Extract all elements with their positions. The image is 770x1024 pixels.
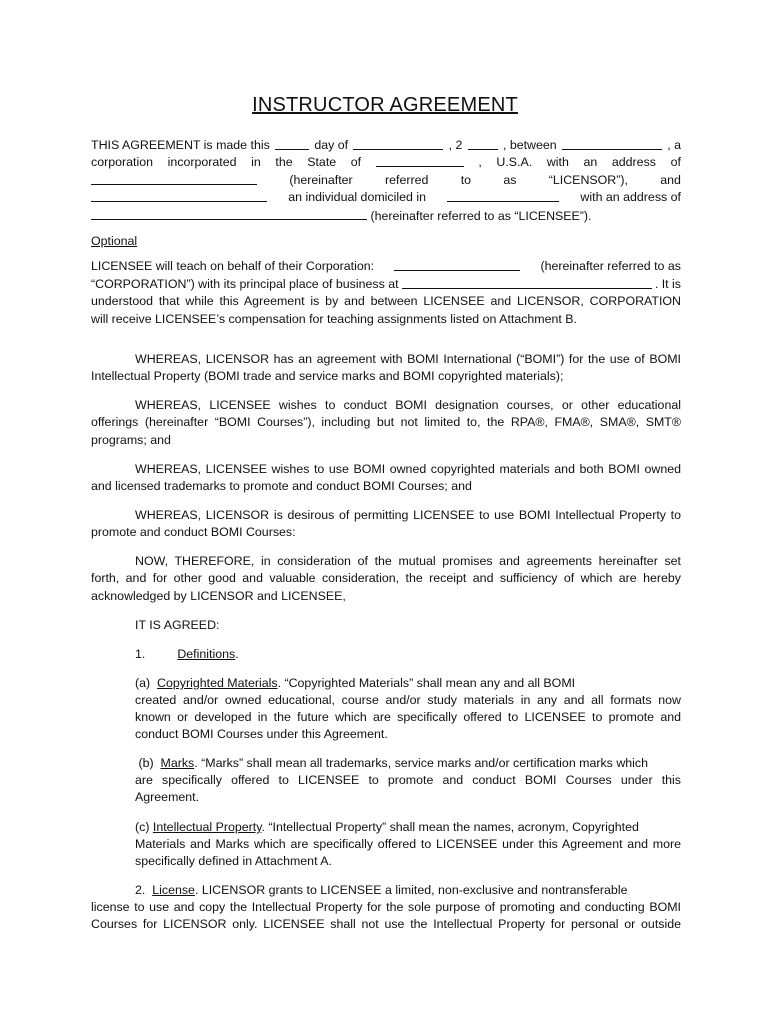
- whereas-1-line-2: Intellectual Property (BOMI trade and service marks and BOMI copyrighted materials);: [91, 369, 564, 383]
- optional-line-1: LICENSEE will teach on behalf of their Corporation: (hereinafter referred to as: [91, 259, 681, 273]
- licensee-name-blank[interactable]: [91, 189, 267, 202]
- now-therefore-line-2: forth, and for other good and valuable consideration, the receipt and sufficiency of which are hereby: [91, 571, 681, 585]
- definition-b-line-3: Agreement.: [135, 790, 200, 804]
- whereas-3-line-2: and licensed trademarks to promote and conduct BOMI Courses; and: [91, 479, 472, 493]
- definition-a-line-4: conduct BOMI Courses under this Agreement.: [135, 727, 388, 741]
- whereas-1-line-1: WHEREAS, LICENSOR has an agreement with BOMI International (“BOMI”) for the use of BOMI: [135, 352, 681, 366]
- definition-a-line-3: known or developed in the future which are specifically offered to LICENSEE to promote and: [135, 710, 681, 724]
- corporation-blank[interactable]: [394, 258, 520, 271]
- licensee-domicile-blank[interactable]: [447, 189, 559, 202]
- whereas-4-line-2: promote and conduct BOMI Courses:: [91, 525, 296, 539]
- definition-c-line-3: specifically defined in Attachment A.: [135, 854, 332, 868]
- definition-a-line-1: (a) Copyrighted Materials. “Copyrighted Materials” shall mean any and all BOMI: [135, 676, 576, 690]
- definition-c-line-1: (c) Intellectual Property. “Intellectual Property” shall mean the names, acronym, Copyrighted: [135, 820, 639, 834]
- now-therefore-line-1: NOW, THEREFORE, in consideration of the mutual promises and agreements hereinafter set: [135, 554, 681, 568]
- optional-heading: Optional: [91, 234, 138, 248]
- section-2-line-2: license to use and copy the Intellectual Property for the sole purpose of promoting and conducting BOMI: [91, 900, 681, 914]
- section-2-line-1: 2. License. LICENSOR grants to LICENSEE a limited, non-exclusive and nontransferable: [135, 883, 628, 897]
- whereas-3-line-1: WHEREAS, LICENSEE wishes to use BOMI owned copyrighted materials and both BOMI owned: [135, 462, 681, 476]
- licensor-name-blank[interactable]: [562, 137, 662, 150]
- licensee-address-blank[interactable]: [91, 207, 367, 220]
- it-is-agreed: IT IS AGREED:: [135, 618, 220, 632]
- intro-line-1: THIS AGREEMENT is made this day of , 2 , between , a: [91, 138, 681, 152]
- section-1-heading: 1. Definitions.: [135, 647, 239, 661]
- definition-b-line-1: (b) Marks. “Marks” shall mean all trademarks, service marks and/or certification marks which: [138, 756, 648, 770]
- state-blank[interactable]: [376, 154, 464, 167]
- definition-c-line-2: Materials and Marks which are specifically offered to LICENSEE under this Agreement and more: [135, 837, 681, 851]
- optional-line-4: will receive LICENSEE’s compensation for teaching assignments listed on Attachment B.: [91, 312, 577, 326]
- year-blank[interactable]: [468, 137, 498, 150]
- document-title: INSTRUCTOR AGREEMENT: [252, 94, 518, 116]
- optional-line-3: understood that while this Agreement is by and between LICENSEE and LICENSOR, CORPORATION: [91, 294, 681, 308]
- licensor-address-blank[interactable]: [91, 172, 257, 185]
- whereas-2-line-3: programs; and: [91, 433, 171, 447]
- optional-line-2: “CORPORATION”) with its principal place of business at . It is: [91, 277, 681, 291]
- whereas-2-line-2: offerings (hereinafter “BOMI Courses”), including but not limited to, the RPA®, FMA®, SMA®, SMT®: [91, 415, 681, 429]
- corporation-address-blank[interactable]: [402, 276, 652, 289]
- section-2-line-3: Courses for LICENSOR only. LICENSEE shall not use the Intellectual Property for personal or outside: [91, 917, 681, 931]
- definition-b-line-2: are specifically offered to LICENSEE to promote and conduct BOMI Courses under this: [135, 773, 681, 787]
- intro-line-3: (hereinafter referred to as “LICENSOR”), and: [91, 172, 681, 189]
- now-therefore-line-3: acknowledged by LICENSOR and LICENSEE,: [91, 589, 346, 603]
- intro-line-5: (hereinafter referred to as “LICENSEE”).: [91, 207, 681, 225]
- day-blank[interactable]: [275, 137, 309, 150]
- whereas-2-line-1: WHEREAS, LICENSEE wishes to conduct BOMI designation courses, or other educational: [135, 398, 681, 412]
- definition-a-line-2: created and/or owned educational, course and/or study materials in any and all formats now: [135, 693, 681, 707]
- intro-line-2: corporation incorporated in the State of , U.S.A. with an address of: [91, 155, 681, 169]
- intro-line-4: an individual domiciled in with an address of: [91, 189, 681, 206]
- month-blank[interactable]: [353, 137, 443, 150]
- whereas-4-line-1: WHEREAS, LICENSOR is desirous of permitting LICENSEE to use BOMI Intellectual Property to: [135, 508, 681, 522]
